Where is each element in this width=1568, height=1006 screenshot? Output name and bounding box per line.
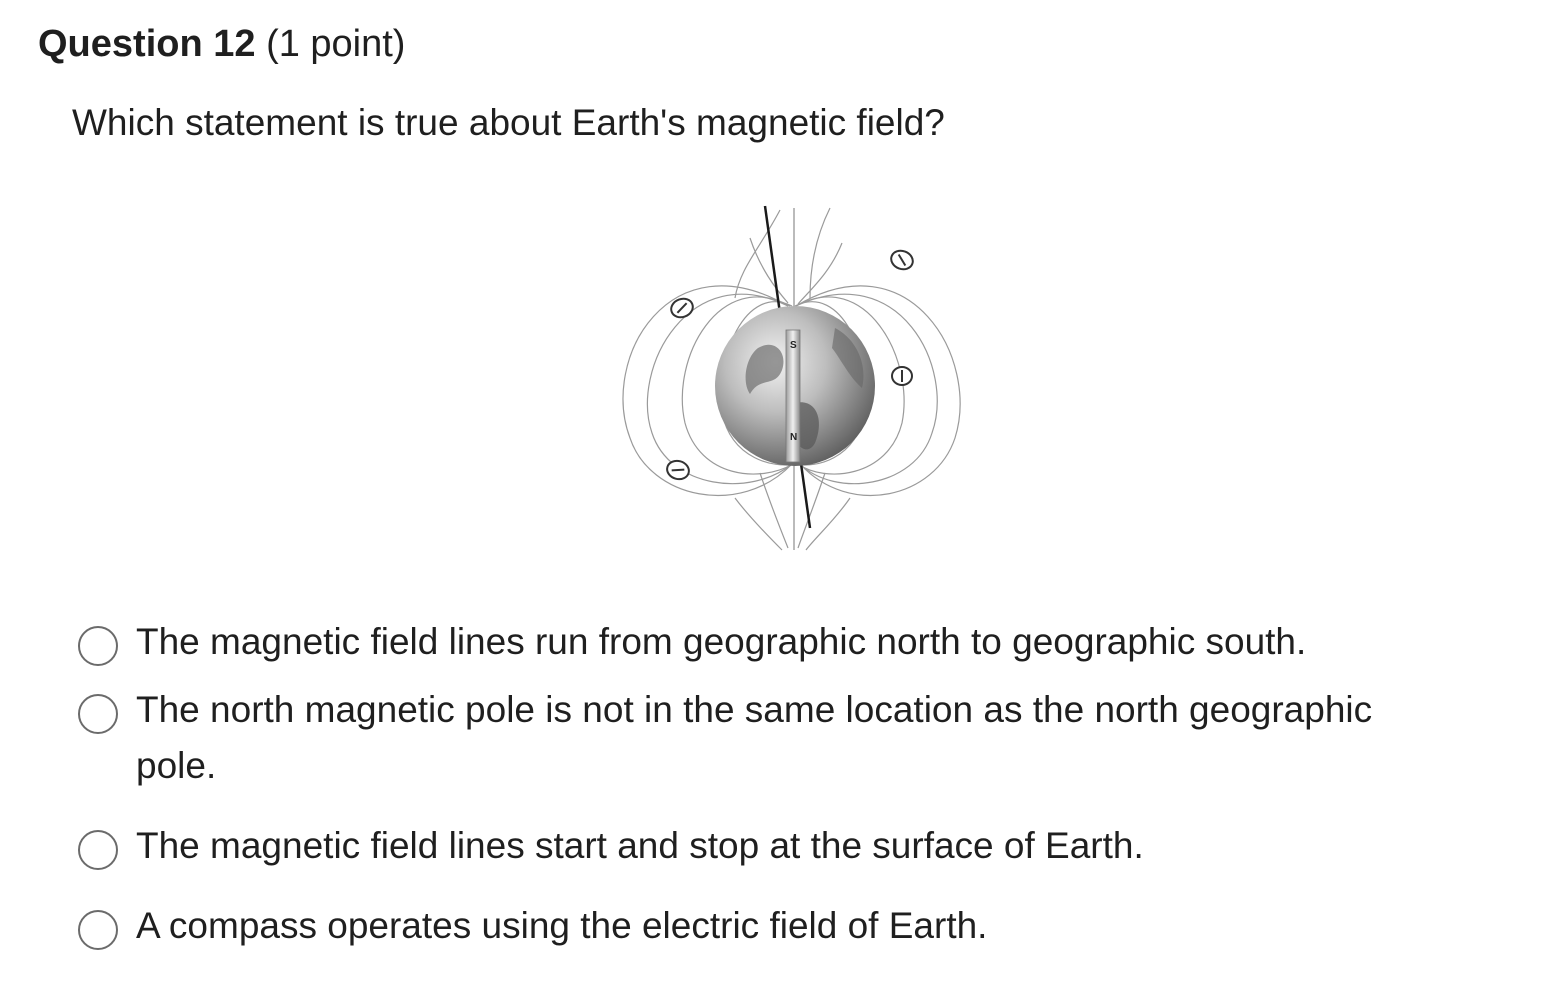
- radio-button[interactable]: [78, 694, 118, 734]
- answer-option[interactable]: [78, 818, 1518, 874]
- compass-icon: [892, 367, 912, 385]
- magnet-pole-label-n: N: [790, 432, 798, 443]
- answer-option[interactable]: [78, 898, 1518, 954]
- magnetic-field-illustration: [610, 198, 980, 560]
- radio-button[interactable]: [78, 626, 118, 666]
- compass-icon: [665, 458, 691, 481]
- question-header: [38, 20, 405, 68]
- question-prompt: Which statement is true about Earth's magnetic field?: [72, 102, 945, 143]
- answer-option-label[interactable]: The magnetic field lines run from geographic north to geographic south.: [136, 621, 1307, 662]
- radio-button[interactable]: [78, 830, 118, 870]
- compass-icon: [889, 248, 916, 272]
- answer-options: [78, 614, 1518, 954]
- radio-button[interactable]: [78, 910, 118, 950]
- answer-option[interactable]: [78, 682, 1518, 794]
- answer-option-label[interactable]: The magnetic field lines start and stop at the surface of Earth.: [136, 825, 1144, 866]
- earth-magnetic-field-figure: [610, 198, 980, 560]
- question-points: (1 point): [266, 23, 406, 65]
- answer-option[interactable]: [78, 614, 1518, 670]
- magnet-pole-label-s: S: [790, 340, 797, 351]
- answer-option-label[interactable]: The north magnetic pole is not in the same location as the north geographic pole.: [136, 689, 1373, 786]
- answer-option-label[interactable]: A compass operates using the electric field of Earth.: [136, 905, 988, 946]
- question-title: Question 12: [38, 23, 256, 65]
